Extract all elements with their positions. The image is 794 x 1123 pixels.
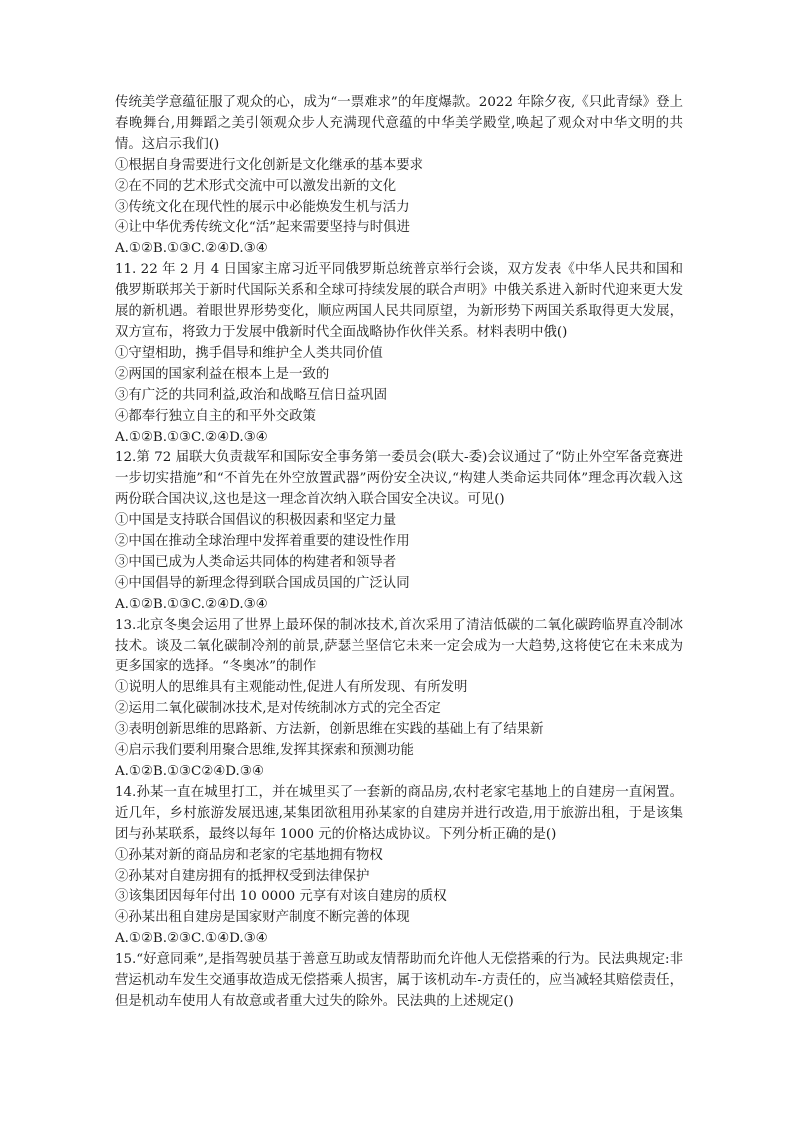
option-2: ②运用二氧化碳制冰技术,是对传统制冰方式的完全否定: [115, 701, 441, 717]
option-4: ④让中华优秀传统文化“活”起来需要坚持与时俱进: [115, 220, 410, 236]
answer-choices: A.①②B.①③C.②④D.③④: [115, 429, 268, 445]
question-block: [115, 950, 683, 1013]
option-4: ④中国倡导的新理念得到联合国成员国的广泛认同: [115, 575, 410, 591]
option-1: ①中国是支持联合国倡议的积极因素和坚定力量: [115, 513, 397, 529]
question-block: [115, 448, 683, 615]
question-block: [115, 783, 683, 950]
answer-choices: A.①②B.①③C.②④D.③④: [115, 596, 268, 612]
option-2: ②孙某对自建房拥有的抵押权受到法律保护: [115, 868, 370, 884]
question-block: [115, 616, 683, 783]
question-block: [115, 93, 683, 260]
option-2: ②中国在推动全球治理中发挥着重要的建设性作用: [115, 534, 410, 550]
option-3: ③该集团因每年付出 10 0000 元享有对该自建房的质权: [115, 889, 447, 905]
document-page: [115, 93, 683, 1013]
question-stem: 传统美学意蕴征服了观众的心，成为“一票难求”的年度爆款。2022 年除夕夜,《只此青绿》登上春晚舞台,用舞蹈之美引领观众步人充满现代意蕴的中华美学殿堂,唤起了观众对中华文明的共情。这启示我们(): [115, 95, 683, 152]
answer-choices: A.①②B.②③C.①④D.③④: [115, 931, 268, 947]
option-1: ①根据自身需要进行文化创新是文化继承的基本要求: [115, 157, 423, 173]
question-stem: 11. 22 年 2 月 4 日国家主席习近平同俄罗斯总统普京举行会谈，双方发表《中华人民共和国和俄罗斯联邦关于新时代国际关系和全球可持续发展的联合声明》中俄关系进入新时代迎来更大发展的新机遇。着眼世界形势变化，顺应两国人民共同原望，为新形势下两国关系取得更大发展，双方宣布，将致力于发展中俄新时代全面战略协作伙伴关系。材料表明中俄(): [115, 262, 683, 340]
question-stem: 13.北京冬奥会运用了世界上最环保的制冰技术,首次采用了清洁低碳的二氧化碳跨临界直冷制冰技术。谈及二氧化碳制冷剂的前景,萨瑟兰坚信它未来一定会成为一大趋势,这将使它在未来成为更多国家的选择。“冬奥冰”的制作: [115, 617, 683, 675]
question-stem: 14.孙某一直在城里打工，并在城里买了一套新的商品房,农村老家宅基地上的自建房一直闲置。近几年，乡村旅游发展迅速,某集团欲租用孙某家的自建房并进行改造,用于旅游出租，于是该集团与孙某联系，最终以每年 1000 元的价格达成协议。下列分析正确的是(): [115, 784, 683, 842]
option-2: ②在不同的艺术形式交流中可以激发出新的文化: [115, 178, 397, 194]
answer-choices: A.①②B.①③C②④D.③④: [115, 764, 264, 779]
question-block: [115, 260, 683, 448]
question-stem: 12.第 72 届联大负责裁军和国际安全事务第一委员会(联大-委)会议通过了“防止外空军备竞赛进一步切实措施”和“不首先在外空放置武器”两份安全决议,“构建人类命运共同体”理念再次载入这两份联合国决议,这也是这一理念首次纳入联合国安全决议。可见(): [115, 450, 683, 508]
option-3: ③中国已成为人类命运共同体的构建者和领导者: [115, 554, 397, 570]
option-1: ①守望相助，携手倡导和维护全人类共同价值: [115, 345, 383, 361]
option-2: ②两国的国家利益在根本上是一致的: [115, 366, 330, 382]
question-stem: 15.“好意同乘”,是指驾驶员基于善意互助或友情帮助而允许他人无偿搭乘的行为。民法典规定:非营运机动车发生交通事故造成无偿搭乘人损害，属于该机动车-方责任的，应当减轻其赔偿责任，但是机动车使用人有故意或者重大过失的除外。民法典的上述规定(): [115, 952, 683, 1009]
option-4: ④启示我们要利用聚合思维,发挥其探索和预测功能: [115, 743, 414, 759]
option-1: ①说明人的思维具有主观能动性,促进人有所发现、有所发明: [115, 680, 468, 696]
option-1: ①孙某对新的商品房和老家的宅基地拥有物权: [115, 847, 383, 863]
option-3: ③有广泛的共同利益,政治和战略互信日益巩固: [115, 387, 388, 403]
option-4: ④孙某出租自建房是国家财产制度不断完善的体现: [115, 910, 410, 926]
option-4: ④都奉行独立自主的和平外交政策: [115, 408, 316, 424]
option-3: ③表明创新思维的思路新、方法新，创新思维在实践的基础上有了结果新: [115, 722, 544, 738]
answer-choices: A.①②B.①③C.②④D.③④: [115, 241, 268, 257]
option-3: ③传统文化在现代性的展示中必能焕发生机与活力: [115, 199, 410, 215]
